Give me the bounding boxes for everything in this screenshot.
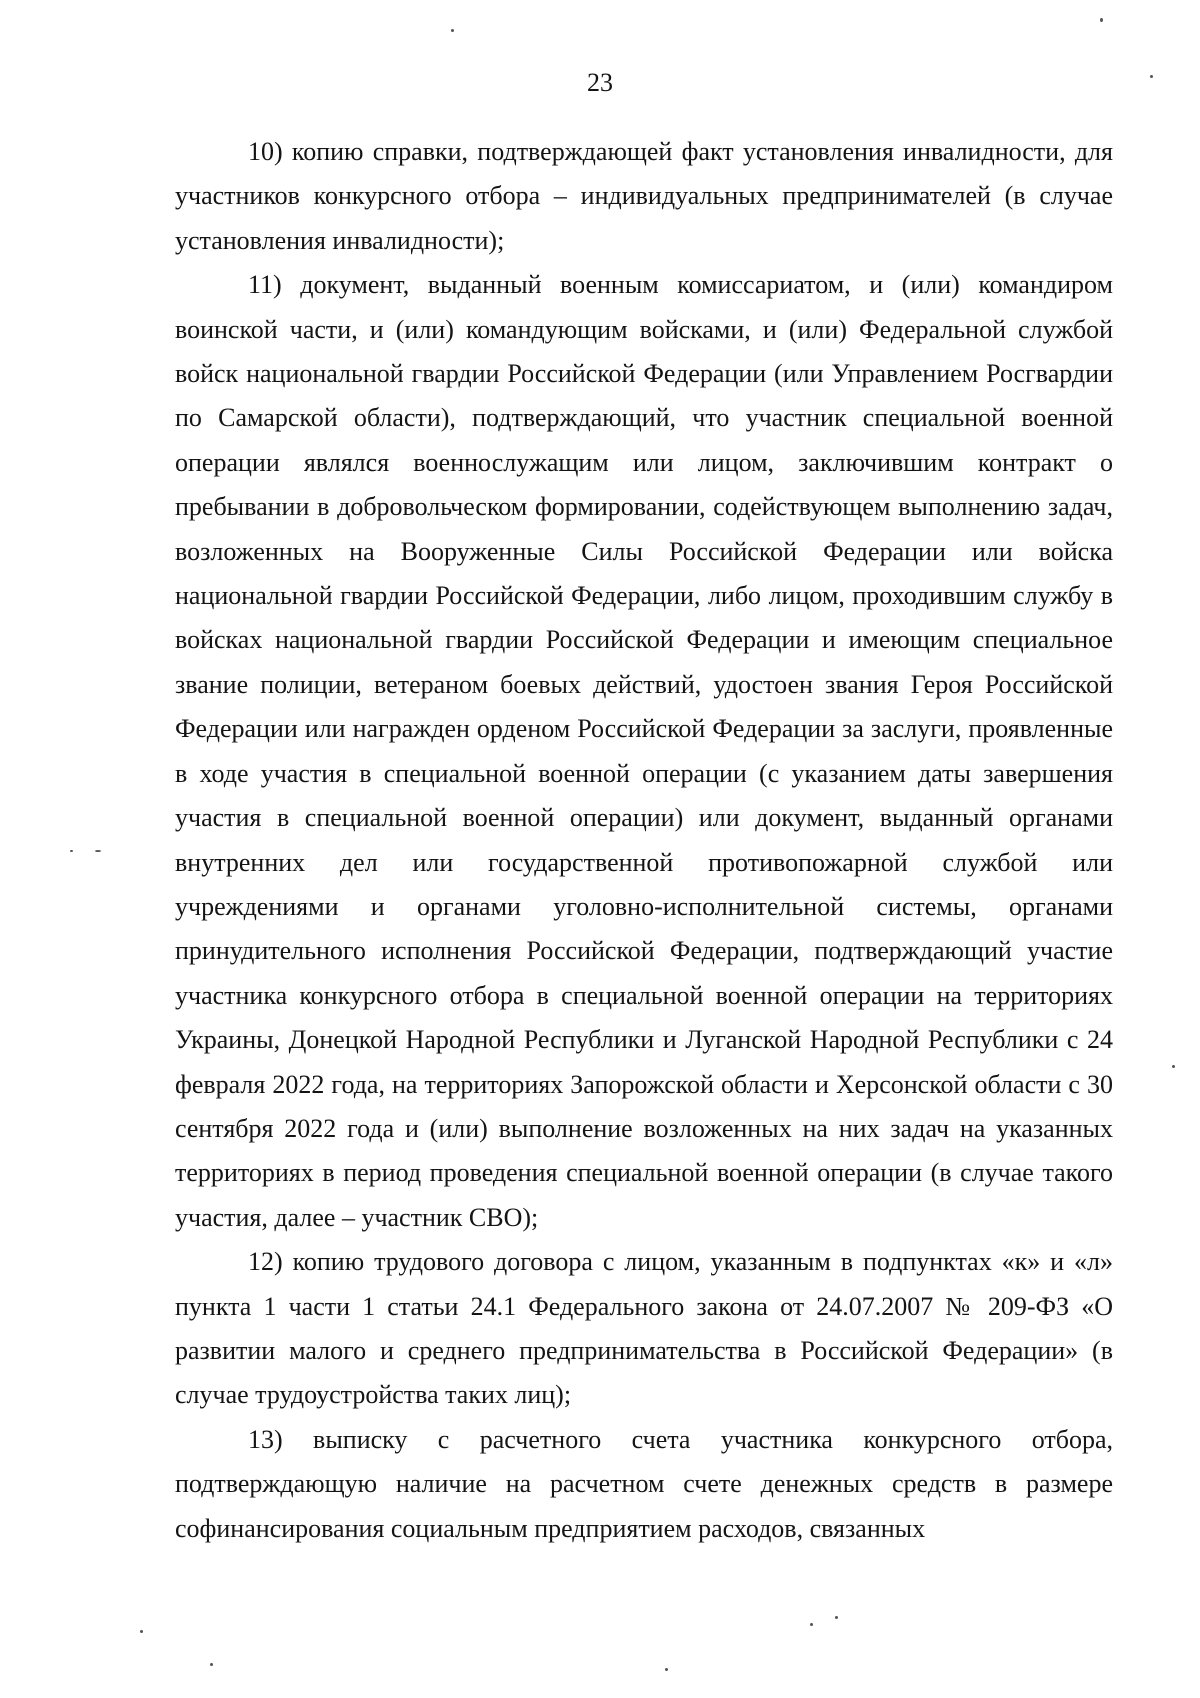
- scan-speck: [451, 29, 454, 32]
- scan-speck: [210, 1663, 213, 1666]
- scan-speck: [665, 1668, 668, 1671]
- paragraph-item-10: 10) копию справки, подтверждающей факт установления инвалидности, для участников конкурсного отбора – индивидуальных предпринимателей (в случае установления инвалидности);: [175, 137, 1113, 255]
- scan-speck: [1150, 75, 1153, 78]
- page-number: 23: [587, 68, 613, 97]
- paragraph-item-11: 11) документ, выданный военным комиссариатом, и (или) командиром воинской части, и (или) командующим войсками, и (или) Федеральной службой войск национальной гвардии Российской Федерации (или Управлением Росгвардии по Самарской области), подтверждающий, что участник специальной военной операции являлся военнослужащим или лицом, заключившим контракт о пребывании в добровольческом формировании, содействующем выполнению задач, возложенных на Вооруженные Силы Российской Федерации или войска национальной гвардии Российской Федерации, либо лицом, проходившим службу в войсках национальной гвардии Российской Федерации и имеющим специальное звание полиции, ветераном боевых действий, удостоен звания Героя Российской Федерации или награжден орденом Российской Федерации за заслуги, проявленные в ходе участия в специальной военной операции (с указанием даты завершения участия в специальной военной операции) или документ, выданный органами внутренних дел или государственной противопожарной службой или учреждениями и органами уголовно-исполнительной системы, органами принудительного исполнения Российской Федерации, подтверждающий участие участника конкурсного отбора в специальной военной операции на территориях Украины, Донецкой Народной Республики и Луганской Народной Республики с 24 февраля 2022 года, на территориях Запорожской области и Херсонской области с 30 сентября 2022 года и (или) выполнение возложенных на них задач на указанных территориях в период проведения специальной военной операции (в случае такого участия, далее – участник СВО);: [175, 270, 1113, 1232]
- paragraph-item-12: 12) копию трудового договора с лицом, указанным в подпунктах «к» и «л» пункта 1 части 1 статьи 24.1 Федерального закона от 24.07.2007 № 209-ФЗ «О развитии малого и среднего предпринимательства в Российской Федерации» (в случае трудоустройства таких лиц);: [175, 1247, 1113, 1410]
- scan-speck: [1172, 1065, 1175, 1068]
- scan-speck: [835, 1616, 838, 1619]
- body-text: [175, 130, 1113, 1551]
- scan-speck: [70, 850, 73, 852]
- scan-speck: [1100, 18, 1103, 22]
- scan-speck: [140, 1630, 143, 1633]
- scan-speck: [810, 1623, 813, 1626]
- scan-speck: [95, 850, 101, 852]
- paragraph-item-13: 13) выписку с расчетного счета участника конкурсного отбора, подтверждающую наличие на расчетном счете денежных средств в размере софинансирования социальным предприятием расходов, связанных: [175, 1424, 1113, 1543]
